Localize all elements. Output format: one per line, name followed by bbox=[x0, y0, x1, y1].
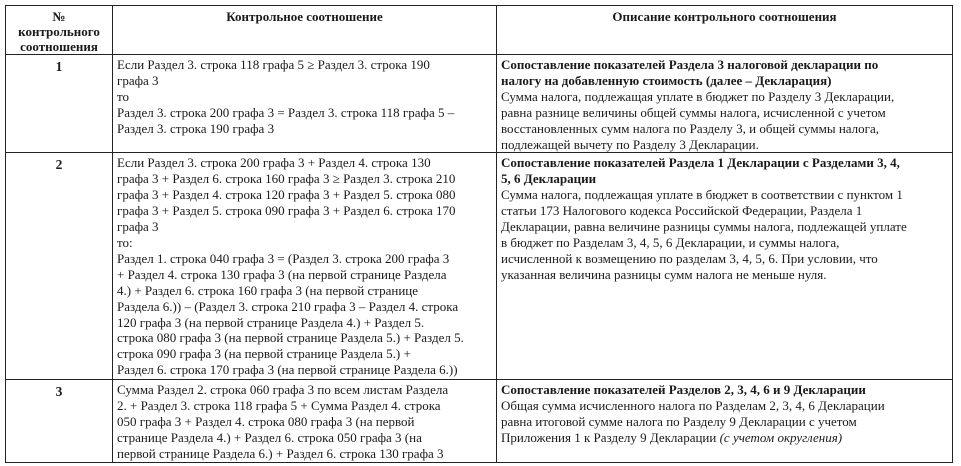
header-number: № контрольного соотношения bbox=[6, 6, 113, 55]
description-cell: Сопоставление показателей Разделов 2, 3, 4, 6 и 9 Декларации Общая сумма исчисленного налога по Разделам 2, 3, 4, 6 Декларации равна итоговой сумме налога по Разделу 9 Декларации с учетом Приложения 1 к Разделу 9 Декларации (с учетом округления) bbox=[497, 380, 953, 463]
table-row bbox=[6, 55, 953, 153]
table-row bbox=[6, 380, 953, 463]
table-row bbox=[6, 153, 953, 380]
header-control-ratio: Контрольное соотношение bbox=[113, 6, 497, 55]
row-number: 2 bbox=[6, 153, 113, 380]
description-cell: Сопоставление показателей Раздела 1 Декларации с Разделами 3, 4, 5, 6 Декларации Сумма налога, подлежащая уплате в бюджет в соответствии с пунктом 1 статьи 173 Налогового кодекса Российской Федерации, Раздела 1 Декларации, равна величине разницы суммы налога, подлежащей уплате в бюджет по Разделам 3, 4, 5, 6 Декларации, и суммы налога, исчисленной к возмещению по разделам 3, 4, 5, 6. При условии, что указанная величина разницы сумм налога не меньше нуля. bbox=[497, 153, 953, 380]
row-number: 3 bbox=[6, 380, 113, 463]
control-ratios-table bbox=[5, 5, 953, 463]
rule-cell: Если Раздел 3. строка 200 графа 3 + Раздел 4. строка 130 графа 3 + Раздел 6. строка 160 графа 3 ≥ Раздел 3. строка 210 графа 3 + Раздел 4. строка 120 графа 3 + Раздел 5. строка 080 графа 3 + Раздел 5. строка 090 графа 3 + Раздел 6. строка 170 графа 3 то: Раздел 1. строка 040 графа 3 = (Раздел 3. строка 200 графа 3 + Раздел 4. строка 130 графа 3 (на первой странице Раздела 4.) + Раздел 6. строка 160 графа 3 (на первой странице Раздела 6.)) – (Раздел 3. строка 210 графа 3 – Раздел 4. строка 120 графа 3 (на первой странице Раздела 4.) + Раздел 5. строка 080 графа 3 (на первой странице Раздела 5.) + Раздел 5. строка 090 графа 3 (на первой странице Раздела 5.) + Раздел 6. строка 170 графа 3 (на первой странице Раздела 6.)) bbox=[113, 153, 497, 380]
header-description: Описание контрольного соотношения bbox=[497, 6, 953, 55]
rounding-note: (с учетом округления) bbox=[719, 430, 843, 446]
rule-cell: Сумма Раздел 2. строка 060 графа 3 по всем листам Раздела 2. + Раздел 3. строка 118 графа 5 + Сумма Раздел 4. строка 050 графа 3 + Раздел 4. строка 080 графа 3 (на первой странице Раздела 4.) + Раздел 6. строка 050 графа 3 (на первой странице Раздела 6.) + Раздел 6. строка 130 графа 3 bbox=[113, 380, 497, 463]
row-number: 1 bbox=[6, 55, 113, 153]
rule-cell: Если Раздел 3. строка 118 графа 5 ≥ Раздел 3. строка 190 графа 3 то Раздел 3. строка 200 графа 3 = Раздел 3. строка 118 графа 5 – Раздел 3. строка 190 графа 3 bbox=[113, 55, 497, 153]
description-text: Приложения 1 к Разделу 9 Декларации bbox=[501, 430, 717, 446]
header-row bbox=[6, 6, 953, 55]
description-cell: Сопоставление показателей Раздела 3 налоговой декларации по налогу на добавленную стоимость (далее – Декларация) Сумма налога, подлежащая уплате в бюджет по Разделу 3 Декларации, равна разнице величины общей суммы налога, исчисленной с учетом восстановленных сумм налога по Разделу 3, и общей суммы налога, подлежащей вычету по Разделу 3 Декларации. bbox=[497, 55, 953, 153]
